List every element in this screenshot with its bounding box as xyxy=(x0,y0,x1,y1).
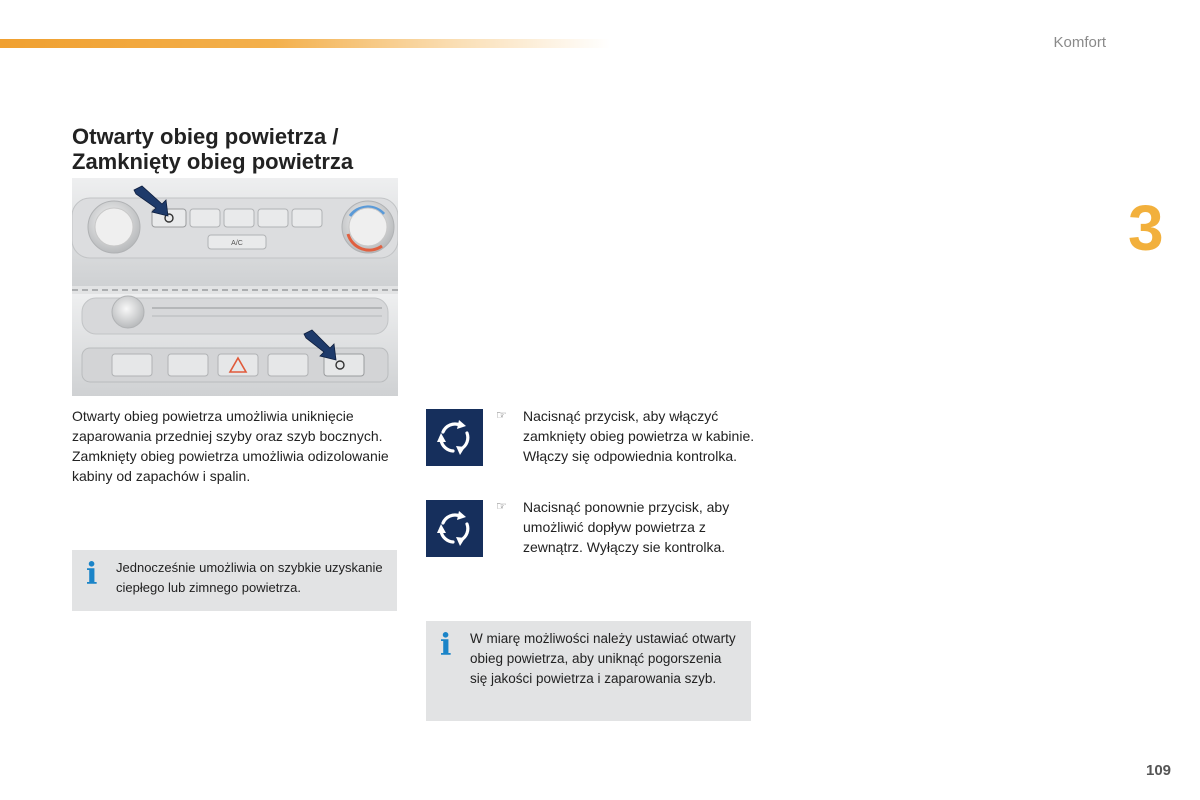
chapter-number: 3 xyxy=(1128,192,1164,264)
page-title-line-1: Otwarty obieg powietrza / xyxy=(72,124,339,149)
info-icon: i xyxy=(440,628,452,663)
page-number: 109 xyxy=(1146,762,1172,779)
info-box-text: Jednocześnie umożliwia on szybkie uzyskanie ciepłego lub zimnego powietrza. xyxy=(116,560,383,595)
climate-panel-drawing xyxy=(72,178,398,396)
info-box-recommendation xyxy=(426,621,751,721)
info-box-text: W miarę możliwości należy ustawiać otwarty obieg powietrza, aby uniknąć pogorszenia się jakości powietrza i zaparowania szyb. xyxy=(470,631,736,686)
ac-button-label: A/C xyxy=(231,240,243,247)
intro-paragraph-1: Otwarty obieg powietrza umożliwia uniknięcie zaparowania przedniej szyby oraz szyb bocznych. xyxy=(72,408,383,444)
recirculation-icon xyxy=(426,409,483,466)
info-icon: i xyxy=(86,557,98,592)
step-bullet-icon: ☞ xyxy=(496,408,507,422)
page-title-line-2: Zamknięty obieg powietrza xyxy=(72,149,354,174)
intro-text xyxy=(72,406,402,486)
recirculation-icon xyxy=(426,500,483,557)
page-title xyxy=(72,124,412,174)
section-title: Komfort xyxy=(1053,34,1106,51)
header-accent-bar xyxy=(0,39,610,48)
step-bullet-icon: ☞ xyxy=(496,499,507,513)
intro-paragraph-2: Zamknięty obieg powietrza umożliwia odizolowanie kabiny od zapachów i spalin. xyxy=(72,448,389,484)
step-2-text: Nacisnąć ponownie przycisk, aby umożliwić dopływ powietrza z zewnątrz. Wyłączy sie kontrolka. xyxy=(523,499,730,555)
step-1-text: Nacisnąć przycisk, aby włączyć zamknięty obieg powietrza w kabinie. Włączy się odpowiednia kontrolka. xyxy=(523,408,755,464)
dashboard-illustration xyxy=(72,178,398,396)
info-box-tip xyxy=(72,550,397,611)
